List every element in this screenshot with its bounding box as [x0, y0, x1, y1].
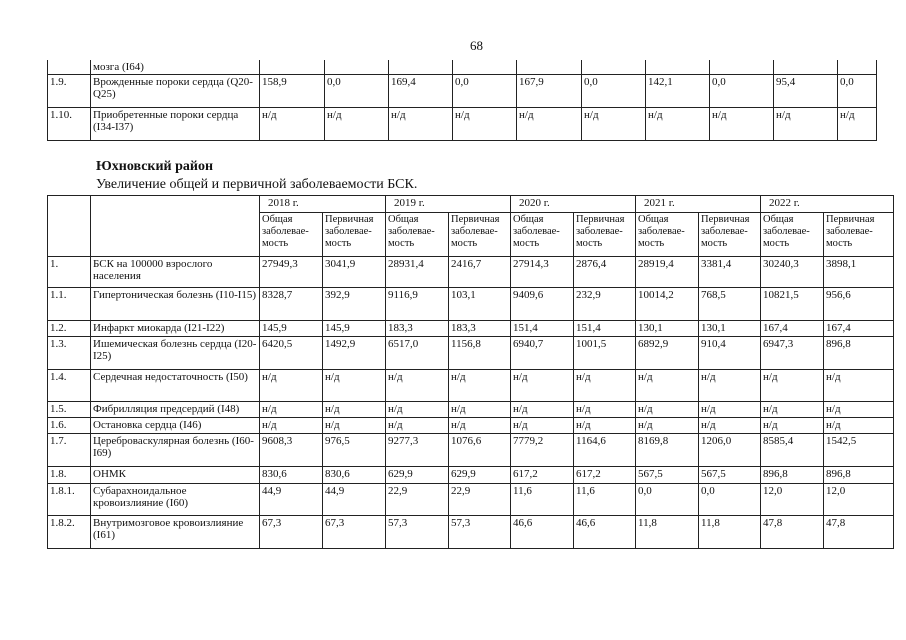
value-cell: н/д: [260, 108, 325, 141]
value-cell: 629,9: [449, 467, 511, 484]
value-cell: 617,2: [511, 467, 574, 484]
value-cell: 6892,9: [636, 337, 699, 370]
year-header: 2021 г.: [636, 196, 761, 213]
value-cell: [582, 60, 646, 75]
value-cell: н/д: [636, 370, 699, 402]
value-cell: н/д: [636, 402, 699, 418]
row-number-cell: 1.5.: [48, 402, 91, 418]
row-number-cell: 1.: [48, 257, 91, 288]
edge-cell: [877, 60, 878, 75]
row-name-cell: Гипертоническая болезнь (I10-I15): [91, 288, 260, 321]
value-cell: 9409,6: [511, 288, 574, 321]
table-row: [48, 75, 878, 108]
table-row: [48, 418, 894, 434]
row-number-cell: 1.4.: [48, 370, 91, 402]
row-name-cell: Субарахноидальное кровоизлияние (I60): [91, 484, 260, 516]
value-cell: н/д: [699, 370, 761, 402]
table-row: [48, 257, 894, 288]
column-header-general: Общая заболевае-мость: [761, 213, 824, 257]
value-cell: 158,9: [260, 75, 325, 108]
row-name-cell: Приобретенные пороки сердца (I34-I37): [91, 108, 260, 141]
row-name-cell: Цереброваскулярная болезнь (I60-I69): [91, 434, 260, 467]
value-cell: 9277,3: [386, 434, 449, 467]
table-row: [48, 337, 894, 370]
value-cell: 6420,5: [260, 337, 323, 370]
row-number-cell: 1.8.: [48, 467, 91, 484]
edge-cell: [877, 108, 878, 141]
value-cell: [325, 60, 389, 75]
value-cell: 57,3: [449, 516, 511, 549]
value-cell: н/д: [710, 108, 774, 141]
value-cell: 145,9: [260, 321, 323, 337]
value-cell: 67,3: [323, 516, 386, 549]
value-cell: 1156,8: [449, 337, 511, 370]
value-cell: 47,8: [824, 516, 894, 549]
value-cell: 11,6: [574, 484, 636, 516]
value-cell: 1164,6: [574, 434, 636, 467]
table-row: [48, 434, 894, 467]
value-cell: 11,6: [511, 484, 574, 516]
table-row: [48, 60, 878, 75]
value-cell: 896,8: [824, 337, 894, 370]
value-cell: [453, 60, 517, 75]
row-name-cell: Фибрилляция предсердий (I48): [91, 402, 260, 418]
value-cell: н/д: [824, 402, 894, 418]
value-cell: н/д: [386, 370, 449, 402]
row-number-cell: 1.3.: [48, 337, 91, 370]
value-cell: [260, 60, 325, 75]
row-name-cell: Сердечная недостаточность (I50): [91, 370, 260, 402]
value-cell: 9116,9: [386, 288, 449, 321]
column-header-general: Общая заболевае-мость: [636, 213, 699, 257]
value-cell: н/д: [449, 370, 511, 402]
value-cell: [646, 60, 710, 75]
value-cell: 183,3: [386, 321, 449, 337]
value-cell: н/д: [511, 402, 574, 418]
value-cell: 169,4: [389, 75, 453, 108]
value-cell: 1542,5: [824, 434, 894, 467]
value-cell: 22,9: [449, 484, 511, 516]
column-header-primary: Первичная заболевае-мость: [323, 213, 386, 257]
table-row: [48, 516, 894, 549]
row-name-cell: Остановка сердца (I46): [91, 418, 260, 434]
value-cell: 142,1: [646, 75, 710, 108]
value-cell: 28919,4: [636, 257, 699, 288]
row-number-cell: 1.8.1.: [48, 484, 91, 516]
row-name-cell: Врожденные пороки сердца (Q20-Q25): [91, 75, 260, 108]
row-name-cell: Ишемическая болезнь сердца (I20-I25): [91, 337, 260, 370]
row-number-cell: 1.1.: [48, 288, 91, 321]
value-cell: н/д: [761, 370, 824, 402]
value-cell: н/д: [699, 402, 761, 418]
row-number-cell: 1.2.: [48, 321, 91, 337]
value-cell: н/д: [761, 402, 824, 418]
row-name-cell: Внутримозговое кровоизлияние (I61): [91, 516, 260, 549]
value-cell: н/д: [260, 370, 323, 402]
value-cell: н/д: [636, 418, 699, 434]
value-cell: 629,9: [386, 467, 449, 484]
value-cell: н/д: [699, 418, 761, 434]
value-cell: 22,9: [386, 484, 449, 516]
column-header-general: Общая заболевае-мость: [511, 213, 574, 257]
value-cell: 67,3: [260, 516, 323, 549]
value-cell: 0,0: [636, 484, 699, 516]
value-cell: 130,1: [636, 321, 699, 337]
value-cell: н/д: [323, 370, 386, 402]
value-cell: н/д: [511, 418, 574, 434]
year-header: 2020 г.: [511, 196, 636, 213]
row-number-cell: 1.7.: [48, 434, 91, 467]
value-cell: 0,0: [699, 484, 761, 516]
column-header-primary: Первичная заболевае-мость: [824, 213, 894, 257]
value-cell: 6517,0: [386, 337, 449, 370]
table-row: [48, 467, 894, 484]
value-cell: 617,2: [574, 467, 636, 484]
value-cell: [389, 60, 453, 75]
year-header: 2019 г.: [386, 196, 511, 213]
section-subtitle: Увеличение общей и первичной заболеваемости БСК.: [96, 177, 418, 192]
value-cell: 8328,7: [260, 288, 323, 321]
value-cell: 1206,0: [699, 434, 761, 467]
value-cell: 830,6: [260, 467, 323, 484]
top-table: [47, 60, 877, 141]
value-cell: н/д: [260, 402, 323, 418]
value-cell: 27914,3: [511, 257, 574, 288]
row-name-cell: Инфаркт миокарда (I21-I22): [91, 321, 260, 337]
value-cell: н/д: [517, 108, 582, 141]
value-cell: н/д: [386, 402, 449, 418]
value-cell: 830,6: [323, 467, 386, 484]
header-row-years: [48, 196, 894, 213]
page-number: 68: [470, 38, 483, 53]
row-number-cell: 1.8.2.: [48, 516, 91, 549]
year-header: 2018 г.: [260, 196, 386, 213]
table-row: [48, 108, 878, 141]
value-cell: 151,4: [511, 321, 574, 337]
column-header-primary: Первичная заболевае-мость: [699, 213, 761, 257]
value-cell: 167,4: [824, 321, 894, 337]
value-cell: 183,3: [449, 321, 511, 337]
value-cell: 47,8: [761, 516, 824, 549]
header-blank-name: [91, 196, 260, 257]
value-cell: 130,1: [699, 321, 761, 337]
row-name-cell: БСК на 100000 взрослого населения: [91, 257, 260, 288]
value-cell: 12,0: [761, 484, 824, 516]
value-cell: 46,6: [511, 516, 574, 549]
value-cell: 95,4: [774, 75, 838, 108]
value-cell: 3041,9: [323, 257, 386, 288]
row-number-cell: [48, 60, 91, 75]
value-cell: н/д: [838, 108, 877, 141]
row-number-cell: 1.9.: [48, 75, 91, 108]
row-name-cell: ОНМК: [91, 467, 260, 484]
value-cell: 910,4: [699, 337, 761, 370]
value-cell: 1001,5: [574, 337, 636, 370]
row-name-cell: мозга (I64): [91, 60, 260, 75]
value-cell: н/д: [774, 108, 838, 141]
value-cell: 1076,6: [449, 434, 511, 467]
value-cell: 976,5: [323, 434, 386, 467]
value-cell: 8585,4: [761, 434, 824, 467]
value-cell: 0,0: [453, 75, 517, 108]
value-cell: 7779,2: [511, 434, 574, 467]
value-cell: 27949,3: [260, 257, 323, 288]
value-cell: 151,4: [574, 321, 636, 337]
table-row: [48, 321, 894, 337]
table-row: [48, 288, 894, 321]
value-cell: 57,3: [386, 516, 449, 549]
value-cell: 167,9: [517, 75, 582, 108]
row-number-cell: 1.10.: [48, 108, 91, 141]
value-cell: 46,6: [574, 516, 636, 549]
main-table: [47, 195, 894, 549]
column-header-primary: Первичная заболевае-мость: [574, 213, 636, 257]
value-cell: 896,8: [824, 467, 894, 484]
edge-cell: [877, 75, 878, 108]
value-cell: н/д: [325, 108, 389, 141]
value-cell: 12,0: [824, 484, 894, 516]
value-cell: 0,0: [582, 75, 646, 108]
value-cell: 1492,9: [323, 337, 386, 370]
value-cell: н/д: [574, 418, 636, 434]
value-cell: 103,1: [449, 288, 511, 321]
value-cell: 896,8: [761, 467, 824, 484]
table-row: [48, 370, 894, 402]
value-cell: н/д: [260, 418, 323, 434]
table-row: [48, 402, 894, 418]
column-header-primary: Первичная заболевае-мость: [449, 213, 511, 257]
value-cell: 11,8: [699, 516, 761, 549]
table-row: [48, 484, 894, 516]
value-cell: н/д: [389, 108, 453, 141]
value-cell: 10014,2: [636, 288, 699, 321]
value-cell: н/д: [386, 418, 449, 434]
value-cell: н/д: [323, 402, 386, 418]
value-cell: н/д: [323, 418, 386, 434]
value-cell: 3898,1: [824, 257, 894, 288]
value-cell: 44,9: [323, 484, 386, 516]
value-cell: н/д: [824, 418, 894, 434]
row-number-cell: 1.6.: [48, 418, 91, 434]
value-cell: 30240,3: [761, 257, 824, 288]
value-cell: н/д: [574, 402, 636, 418]
section-title: Юхновский район: [96, 159, 214, 174]
value-cell: 6940,7: [511, 337, 574, 370]
value-cell: 6947,3: [761, 337, 824, 370]
value-cell: н/д: [761, 418, 824, 434]
value-cell: 567,5: [699, 467, 761, 484]
value-cell: [774, 60, 838, 75]
column-header-general: Общая заболевае-мость: [386, 213, 449, 257]
value-cell: н/д: [453, 108, 517, 141]
value-cell: 145,9: [323, 321, 386, 337]
value-cell: 11,8: [636, 516, 699, 549]
value-cell: н/д: [449, 418, 511, 434]
header-blank-num: [48, 196, 91, 257]
value-cell: 3381,4: [699, 257, 761, 288]
value-cell: 28931,4: [386, 257, 449, 288]
value-cell: н/д: [511, 370, 574, 402]
value-cell: 0,0: [838, 75, 877, 108]
value-cell: 10821,5: [761, 288, 824, 321]
value-cell: [517, 60, 582, 75]
value-cell: 167,4: [761, 321, 824, 337]
column-header-general: Общая заболевае-мость: [260, 213, 323, 257]
value-cell: 567,5: [636, 467, 699, 484]
value-cell: 9608,3: [260, 434, 323, 467]
value-cell: 0,0: [710, 75, 774, 108]
value-cell: [710, 60, 774, 75]
value-cell: н/д: [582, 108, 646, 141]
value-cell: 232,9: [574, 288, 636, 321]
value-cell: 768,5: [699, 288, 761, 321]
value-cell: н/д: [449, 402, 511, 418]
value-cell: н/д: [574, 370, 636, 402]
year-header: 2022 г.: [761, 196, 894, 213]
value-cell: 0,0: [325, 75, 389, 108]
value-cell: 44,9: [260, 484, 323, 516]
value-cell: 2416,7: [449, 257, 511, 288]
value-cell: 956,6: [824, 288, 894, 321]
value-cell: 2876,4: [574, 257, 636, 288]
value-cell: н/д: [646, 108, 710, 141]
value-cell: н/д: [824, 370, 894, 402]
value-cell: [838, 60, 877, 75]
value-cell: 8169,8: [636, 434, 699, 467]
value-cell: 392,9: [323, 288, 386, 321]
